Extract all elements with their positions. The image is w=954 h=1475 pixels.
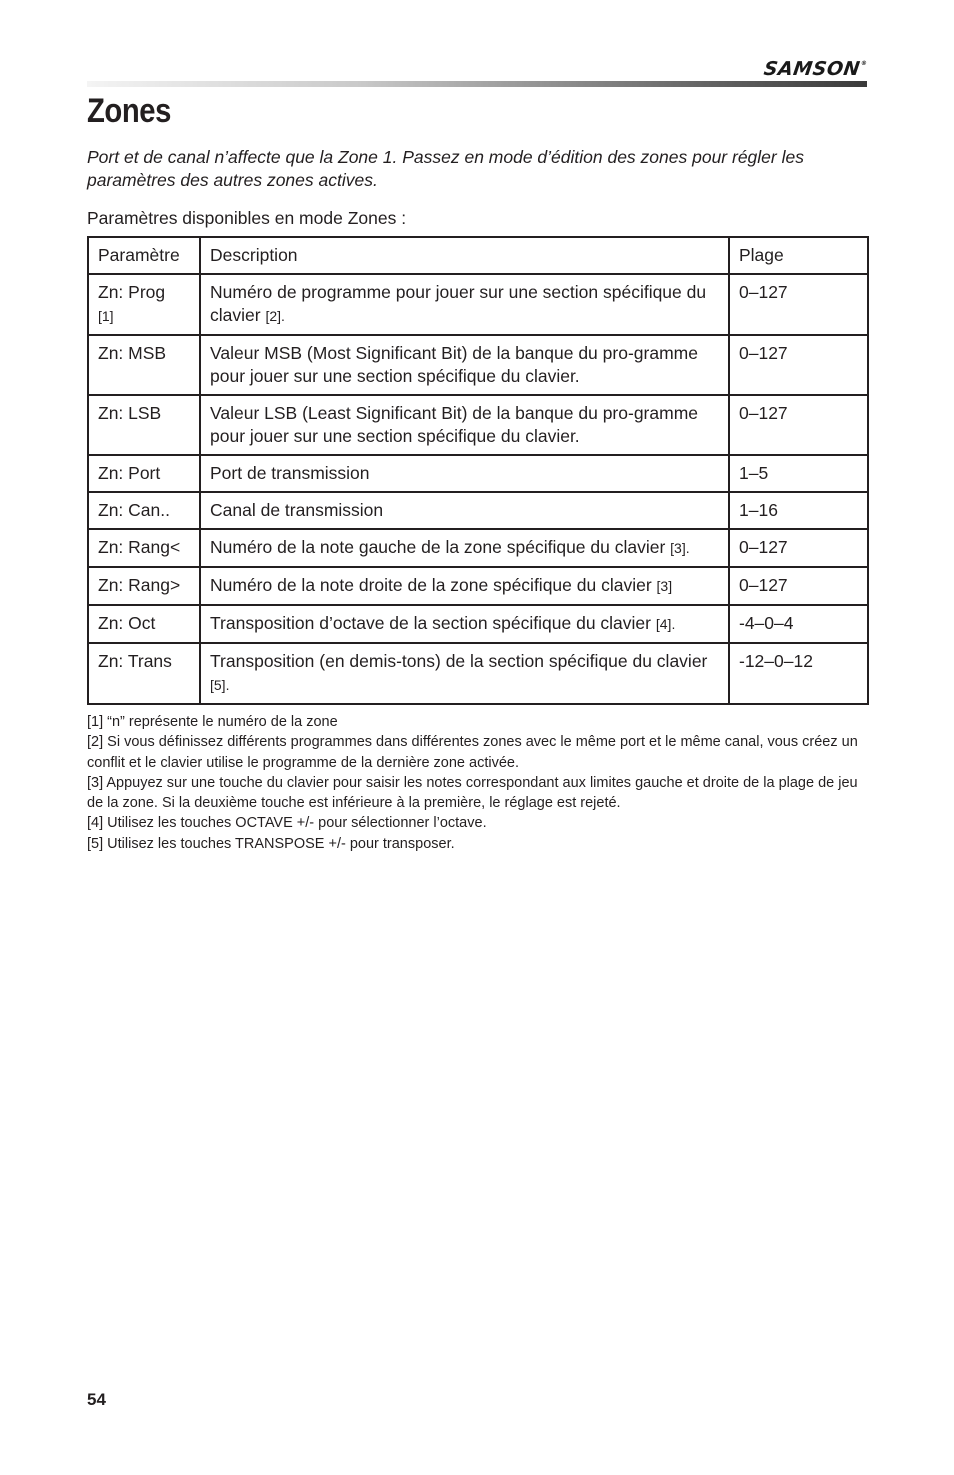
description-cell — [200, 643, 729, 704]
param-name: Zn: Prog — [98, 282, 166, 302]
header-rule — [87, 81, 867, 87]
param-name: Zn: MSB — [98, 343, 167, 363]
brand-logo: SAMSON® — [762, 58, 869, 80]
param-name: Zn: Trans — [98, 651, 172, 671]
param-name: Zn: Rang< — [98, 537, 181, 557]
description-cell — [200, 274, 729, 335]
table-row — [88, 567, 868, 605]
description-text: Transposition (en demis-tons) de la section spécifique du clavier — [210, 651, 708, 671]
intro-paragraph: Port et de canal n’affecte que la Zone 1. Passez en mode d’édition des zones pour régler les paramètres des autres zones actives. — [87, 147, 804, 190]
param-name: Zn: Port — [98, 463, 161, 483]
footnote: [5] Utilisez les touches TRANSPOSE +/- pour transposer. — [87, 835, 455, 852]
footnote: [2] Si vous définissez différents programmes dans différentes zones avec le même port et le même canal, vous créez un conflit et le clavier utilise le programme de la dernière zone activée. — [87, 734, 858, 771]
description-text: Valeur LSB (Least Significant Bit) de la banque du pro-gramme pour jouer sur une section spécifique du clavier. — [210, 403, 699, 446]
parameters-table — [87, 236, 869, 705]
header-cell-plage: Plage — [729, 237, 868, 274]
param-name: Zn: LSB — [98, 403, 162, 423]
footnote: [1] “n” représente le numéro de la zone — [87, 714, 338, 730]
description-cell — [200, 335, 729, 395]
param-cell — [88, 395, 200, 455]
param-name: Zn: Oct — [98, 613, 156, 633]
table-header-row — [88, 237, 868, 274]
table-row — [88, 395, 868, 455]
table-row — [88, 605, 868, 643]
range-cell: 0–127 — [729, 567, 868, 605]
param-cell — [88, 605, 200, 643]
description-cell — [200, 455, 729, 492]
param-name: Zn: Rang> — [98, 575, 181, 595]
description-footnote-ref: [3]. — [670, 540, 690, 556]
range-cell: 0–127 — [729, 395, 868, 455]
table-row — [88, 335, 868, 395]
description-cell — [200, 529, 729, 567]
page-title: Zones — [87, 92, 171, 130]
description-text: Canal de transmission — [210, 500, 384, 520]
description-text: Numéro de la note droite de la zone spécifique du clavier — [210, 575, 652, 595]
param-cell — [88, 567, 200, 605]
range-cell: 0–127 — [729, 529, 868, 567]
range-cell: 0–127 — [729, 274, 868, 335]
table-row — [88, 274, 868, 335]
range-cell: 0–127 — [729, 335, 868, 395]
footnotes — [87, 712, 867, 854]
description-text: Port de transmission — [210, 463, 370, 483]
description-footnote-ref: [4]. — [655, 616, 676, 632]
range-cell: -12–0–12 — [729, 643, 868, 704]
range-cell: 1–5 — [729, 455, 868, 492]
description-footnote-ref: [2]. — [265, 308, 285, 324]
description-footnote-ref: [5]. — [210, 677, 230, 693]
range-cell: 1–16 — [729, 492, 868, 529]
param-cell — [88, 455, 200, 492]
param-footnote-ref: [1] — [98, 308, 114, 324]
header-cell-description: Description — [200, 237, 729, 274]
table-row — [88, 492, 868, 529]
description-text: Valeur MSB (Most Significant Bit) de la banque du pro-gramme pour jouer sur une section spécifique du clavier. — [210, 343, 698, 386]
param-cell — [88, 274, 200, 335]
description-cell — [200, 492, 729, 529]
table-row — [88, 643, 868, 704]
description-footnote-ref: [3] — [656, 578, 673, 594]
param-name: Zn: Can.. — [98, 500, 170, 520]
description-text: Numéro de programme pour jouer sur une section spécifique du clavier — [210, 282, 707, 325]
param-cell — [88, 529, 200, 567]
description-cell — [200, 605, 729, 643]
footnote: [3] Appuyez sur une touche du clavier pour saisir les notes correspondant aux limites gauche et droite de la plage de jeu de la zone. Si la deuxième touche est inférieure à la première, le réglage est rejeté. — [87, 774, 858, 812]
brand-logo-text: SAMSON — [762, 58, 863, 80]
table-row — [88, 529, 868, 567]
footnote: [4] Utilisez les touches OCTAVE +/- pour sélectionner l’octave. — [87, 815, 487, 832]
range-cell: -4–0–4 — [729, 605, 868, 643]
description-text: Numéro de la note gauche de la zone spécifique du clavier — [210, 537, 666, 557]
description-cell — [200, 395, 729, 455]
table-caption: Paramètres disponibles en mode Zones : — [87, 208, 407, 228]
description-text: Transposition d’octave de la section spécifique du clavier — [210, 613, 651, 633]
page-number: 54 — [87, 1390, 106, 1409]
param-cell — [88, 643, 200, 704]
param-cell — [88, 492, 200, 529]
param-cell — [88, 335, 200, 395]
description-cell — [200, 567, 729, 605]
header-cell-parametre: Paramètre — [88, 237, 200, 274]
table-row — [88, 455, 868, 492]
